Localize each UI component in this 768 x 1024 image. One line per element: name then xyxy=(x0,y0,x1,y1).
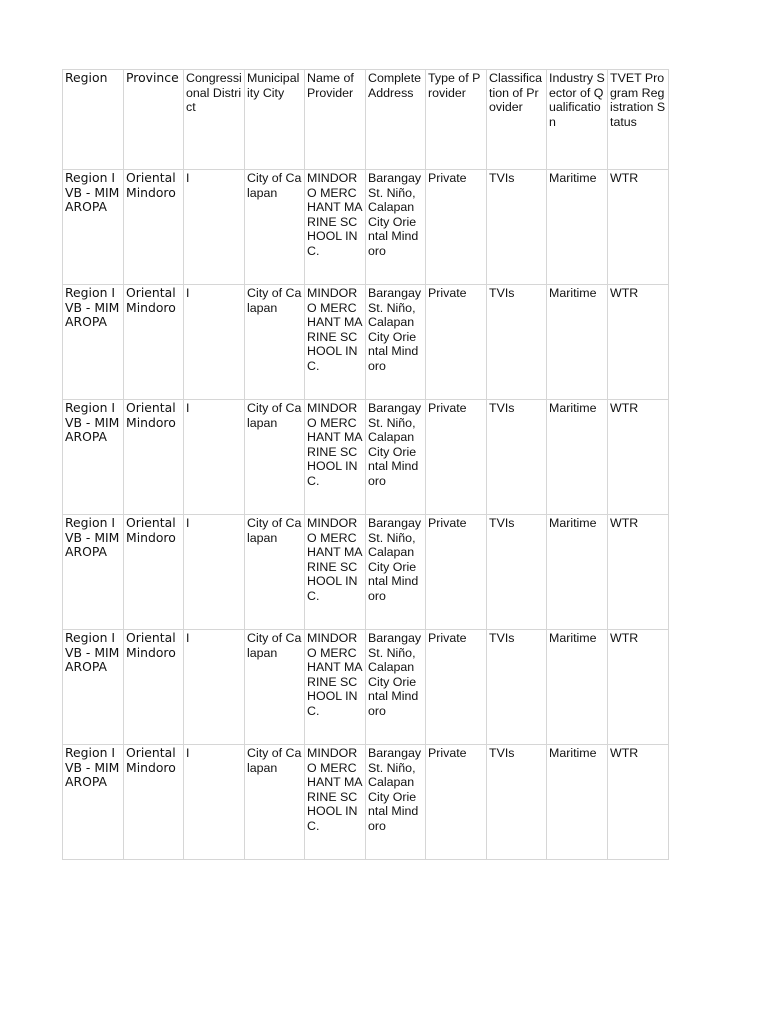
header-industry-sector: Industry Sector of Qualification xyxy=(547,70,608,170)
cell-province: Oriental Mindoro xyxy=(124,745,184,860)
cell-congressional-district: I xyxy=(184,630,245,745)
cell-region: Region IVB - MIMAROPA xyxy=(63,400,124,515)
cell-municipality-city: City of Calapan xyxy=(245,285,305,400)
cell-industry-sector: Maritime xyxy=(547,745,608,860)
table-row xyxy=(63,170,669,285)
cell-municipality-city: City of Calapan xyxy=(245,170,305,285)
cell-registration-status: WTR xyxy=(608,285,669,400)
cell-classification: TVIs xyxy=(487,400,547,515)
header-tvet-program-status: TVET Program Registration Status xyxy=(608,70,669,170)
table-row xyxy=(63,630,669,745)
cell-provider-name: MINDORO MERCHANT MARINE SCHOOL INC. xyxy=(305,285,366,400)
table-row xyxy=(63,400,669,515)
header-complete-address: Complete Address xyxy=(366,70,426,170)
cell-industry-sector: Maritime xyxy=(547,170,608,285)
header-region: Region xyxy=(63,70,124,170)
cell-province: Oriental Mindoro xyxy=(124,515,184,630)
cell-provider-name: MINDORO MERCHANT MARINE SCHOOL INC. xyxy=(305,745,366,860)
header-municipality-city: Municipality City xyxy=(245,70,305,170)
cell-registration-status: WTR xyxy=(608,745,669,860)
cell-classification: TVIs xyxy=(487,285,547,400)
header-name-of-provider: Name of Provider xyxy=(305,70,366,170)
cell-congressional-district: I xyxy=(184,515,245,630)
table-row xyxy=(63,285,669,400)
cell-congressional-district: I xyxy=(184,400,245,515)
cell-type-of-provider: Private xyxy=(426,515,487,630)
cell-industry-sector: Maritime xyxy=(547,285,608,400)
cell-municipality-city: City of Calapan xyxy=(245,745,305,860)
cell-classification: TVIs xyxy=(487,630,547,745)
cell-province: Oriental Mindoro xyxy=(124,400,184,515)
cell-type-of-provider: Private xyxy=(426,745,487,860)
cell-congressional-district: I xyxy=(184,170,245,285)
cell-complete-address: Barangay St. Niño, Calapan City Oriental Mindoro xyxy=(366,400,426,515)
cell-province: Oriental Mindoro xyxy=(124,285,184,400)
cell-region: Region IVB - MIMAROPA xyxy=(63,170,124,285)
cell-provider-name: MINDORO MERCHANT MARINE SCHOOL INC. xyxy=(305,400,366,515)
cell-complete-address: Barangay St. Niño, Calapan City Oriental Mindoro xyxy=(366,515,426,630)
cell-registration-status: WTR xyxy=(608,630,669,745)
cell-classification: TVIs xyxy=(487,515,547,630)
cell-registration-status: WTR xyxy=(608,515,669,630)
header-type-of-provider: Type of Provider xyxy=(426,70,487,170)
cell-municipality-city: City of Calapan xyxy=(245,630,305,745)
header-congressional-district: Congressional District xyxy=(184,70,245,170)
cell-registration-status: WTR xyxy=(608,400,669,515)
cell-complete-address: Barangay St. Niño, Calapan City Oriental Mindoro xyxy=(366,745,426,860)
cell-congressional-district: I xyxy=(184,285,245,400)
cell-municipality-city: City of Calapan xyxy=(245,400,305,515)
header-province: Province xyxy=(124,70,184,170)
cell-type-of-provider: Private xyxy=(426,630,487,745)
cell-type-of-provider: Private xyxy=(426,285,487,400)
cell-industry-sector: Maritime xyxy=(547,400,608,515)
cell-complete-address: Barangay St. Niño, Calapan City Oriental Mindoro xyxy=(366,285,426,400)
cell-region: Region IVB - MIMAROPA xyxy=(63,515,124,630)
cell-provider-name: MINDORO MERCHANT MARINE SCHOOL INC. xyxy=(305,170,366,285)
cell-type-of-provider: Private xyxy=(426,400,487,515)
cell-provider-name: MINDORO MERCHANT MARINE SCHOOL INC. xyxy=(305,630,366,745)
cell-region: Region IVB - MIMAROPA xyxy=(63,285,124,400)
cell-industry-sector: Maritime xyxy=(547,515,608,630)
cell-complete-address: Barangay St. Niño, Calapan City Oriental Mindoro xyxy=(366,170,426,285)
cell-region: Region IVB - MIMAROPA xyxy=(63,745,124,860)
cell-provider-name: MINDORO MERCHANT MARINE SCHOOL INC. xyxy=(305,515,366,630)
cell-type-of-provider: Private xyxy=(426,170,487,285)
table-row xyxy=(63,745,669,860)
provider-table xyxy=(62,69,669,860)
cell-municipality-city: City of Calapan xyxy=(245,515,305,630)
table-header-row xyxy=(63,70,669,170)
cell-complete-address: Barangay St. Niño, Calapan City Oriental Mindoro xyxy=(366,630,426,745)
cell-congressional-district: I xyxy=(184,745,245,860)
header-classification-of-provider: Classification of Provider xyxy=(487,70,547,170)
cell-registration-status: WTR xyxy=(608,170,669,285)
cell-province: Oriental Mindoro xyxy=(124,170,184,285)
cell-region: Region IVB - MIMAROPA xyxy=(63,630,124,745)
cell-industry-sector: Maritime xyxy=(547,630,608,745)
table-row xyxy=(63,515,669,630)
cell-province: Oriental Mindoro xyxy=(124,630,184,745)
cell-classification: TVIs xyxy=(487,745,547,860)
cell-classification: TVIs xyxy=(487,170,547,285)
